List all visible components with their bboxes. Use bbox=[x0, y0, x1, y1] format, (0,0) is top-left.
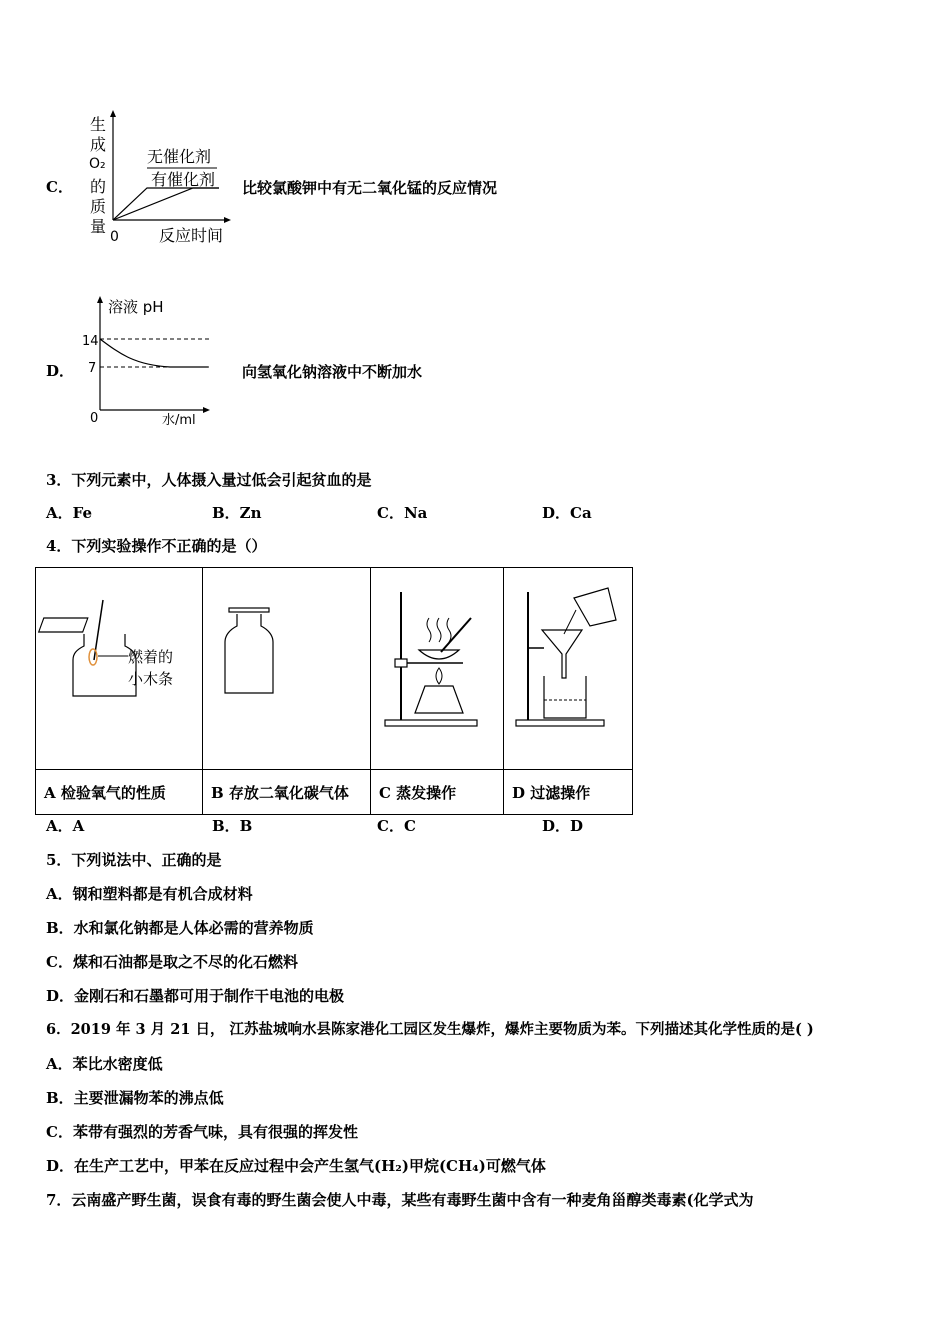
q4-image-c bbox=[371, 568, 503, 765]
steam-icon bbox=[427, 618, 451, 642]
graph-c bbox=[85, 108, 235, 248]
graph-c-x-arrow bbox=[224, 217, 231, 223]
q4-caption-d: D 过滤操作 bbox=[504, 770, 633, 815]
q6-stem: 6．2019 年 3 月 21 日， 江苏盐城响水县陈家港化工园区发生爆炸，爆炸主要物质为苯。下列描述其化学性质的是( ) bbox=[46, 1021, 814, 1038]
q5-option-d: D．金刚石和石墨都可用于制作干电池的电极 bbox=[46, 987, 345, 1005]
graph-d-y-arrow bbox=[97, 296, 103, 303]
q4-image-b-cell bbox=[203, 568, 371, 770]
gas-bottle bbox=[73, 634, 136, 696]
q4-caption-b: B 存放二氧化碳气体 bbox=[203, 770, 371, 815]
option-c-letter: C． bbox=[46, 178, 73, 196]
q4-option-c: C．C bbox=[377, 817, 416, 835]
glass-rod bbox=[441, 618, 471, 652]
bottle-lid bbox=[229, 608, 269, 612]
image-a-label-2: 小木条 bbox=[128, 670, 174, 688]
glass-plate bbox=[39, 618, 88, 632]
q4-image-a bbox=[36, 568, 202, 765]
q4-image-c-cell bbox=[371, 568, 504, 770]
graph-d-tick-7: 7 bbox=[88, 361, 97, 376]
q4-caption-c: C 蒸发操作 bbox=[371, 770, 504, 815]
alcohol-lamp bbox=[415, 686, 463, 713]
option-c-description: 比较氯酸钾中有无二氧化锰的反应情况 bbox=[242, 179, 498, 197]
graph-c-y-label-5: 质 bbox=[90, 197, 107, 216]
beaker bbox=[544, 676, 586, 718]
stand-base bbox=[385, 720, 477, 726]
graph-c-y-label-1: 生 bbox=[90, 115, 107, 134]
option-d-description: 向氢氧化钠溶液中不断加水 bbox=[242, 363, 423, 381]
lamp-flame-icon bbox=[436, 668, 442, 684]
q7-stem: 7．云南盛产野生菌，误食有毒的野生菌会使人中毒，某些有毒野生菌中含有一种麦角甾醇类毒素(化学式为 bbox=[46, 1191, 754, 1209]
graph-c-origin: 0 bbox=[110, 229, 119, 245]
q6-option-b: B．主要泄漏物苯的沸点低 bbox=[46, 1089, 224, 1107]
q3-option-c: C．Na bbox=[377, 504, 428, 522]
q4-option-d: D．D bbox=[542, 817, 584, 835]
clamp bbox=[395, 659, 407, 667]
q4-image-b bbox=[203, 568, 370, 765]
funnel bbox=[542, 630, 582, 678]
graph-d-y-label: 溶液 pH bbox=[108, 298, 164, 316]
graph-d-x-label: 水/ml bbox=[162, 413, 196, 428]
q3-option-b: B．Zn bbox=[212, 504, 262, 522]
graph-d-x-arrow bbox=[203, 407, 210, 413]
option-d-letter: D． bbox=[46, 362, 75, 380]
graph-c-label-catalyst: 有催化剂 bbox=[151, 170, 216, 189]
graph-c-y-label-3: O₂ bbox=[89, 156, 106, 172]
stand-base bbox=[516, 720, 604, 726]
pouring-beaker bbox=[574, 588, 616, 626]
graph-c-y-arrow bbox=[110, 110, 116, 117]
q4-caption-a: A 检验氧气的性质 bbox=[36, 770, 203, 815]
q4-image-a-cell bbox=[36, 568, 203, 770]
graph-d-curve bbox=[100, 339, 208, 367]
flame-icon bbox=[89, 649, 97, 665]
q4-image-d-cell bbox=[504, 568, 633, 770]
q4-stem bbox=[46, 536, 266, 556]
q6-option-a: A．苯比水密度低 bbox=[46, 1055, 163, 1073]
q4-option-b: B．B bbox=[212, 817, 253, 835]
q4-stem-text: 4．下列实验操作不正确的是（） bbox=[46, 537, 267, 555]
image-a-label-1: 燃着的 bbox=[128, 648, 174, 666]
graph-c-y-label-6: 量 bbox=[90, 217, 107, 236]
gas-storage-bottle bbox=[225, 614, 273, 693]
q4-experiment-table bbox=[35, 567, 633, 815]
graph-c-y-label-4: 的 bbox=[90, 177, 107, 196]
q6-option-c: C．苯带有强烈的芳香气味，具有很强的挥发性 bbox=[46, 1123, 358, 1141]
q3-stem: 3．下列元素中，人体摄入量过低会引起贫血的是 bbox=[46, 471, 372, 489]
q5-option-c: C．煤和石油都是取之不尽的化石燃料 bbox=[46, 953, 298, 971]
graph-c-line-no-catalyst bbox=[113, 188, 219, 220]
q5-option-a: A．钢和塑料都是有机合成材料 bbox=[46, 885, 253, 903]
q4-image-d bbox=[504, 568, 632, 765]
q5-option-b: B．水和氯化钠都是人体必需的营养物质 bbox=[46, 919, 314, 937]
graph-d-origin: 0 bbox=[90, 411, 99, 426]
graph-d bbox=[80, 292, 220, 432]
graph-d-tick-14: 14 bbox=[82, 334, 99, 349]
q3-option-d: D．Ca bbox=[542, 504, 592, 522]
q4-option-a: A．A bbox=[46, 817, 85, 835]
q6-option-d: D．在生产工艺中，甲苯在反应过程中会产生氢气(H₂)甲烷(CH₄)可燃气体 bbox=[46, 1157, 546, 1175]
graph-c-x-label: 反应时间 bbox=[159, 226, 224, 245]
graph-c-line-catalyst bbox=[113, 188, 219, 220]
graph-c-y-label-2: 成 bbox=[90, 135, 107, 154]
q5-stem: 5．下列说法中、正确的是 bbox=[46, 851, 222, 869]
evaporating-dish bbox=[419, 650, 459, 659]
graph-c-label-no-catalyst: 无催化剂 bbox=[147, 147, 212, 166]
q3-option-a: A．Fe bbox=[46, 504, 93, 522]
